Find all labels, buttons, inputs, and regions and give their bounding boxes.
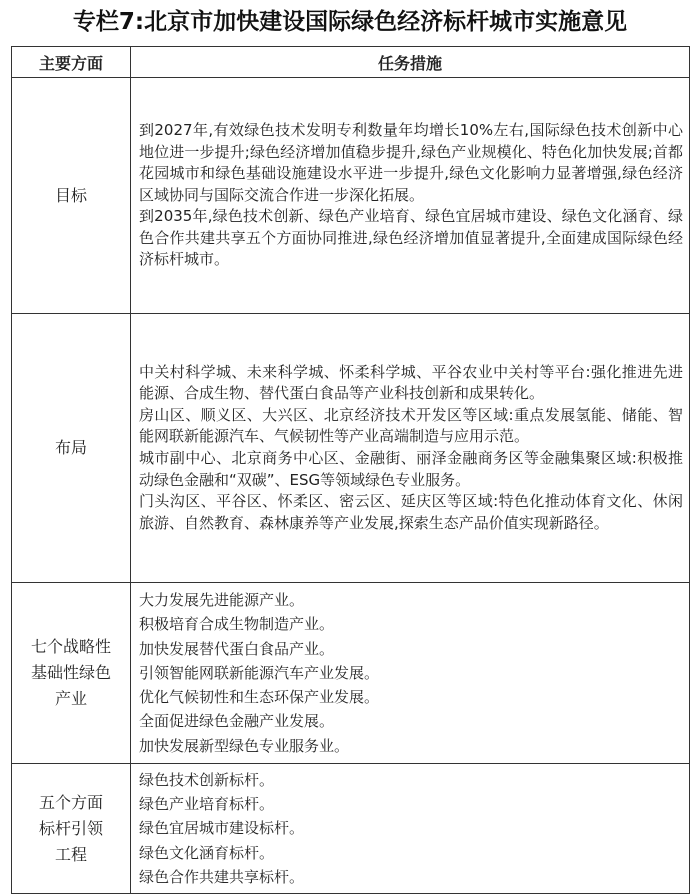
list-item: 绿色文化涵育标杆。 <box>139 843 275 862</box>
measures-cell <box>131 78 690 314</box>
list-item: 加快发展替代蛋白食品产业。 <box>139 639 335 658</box>
header-aspect: 主要方面 <box>12 47 131 78</box>
list-item: 绿色合作共建共享标杆。 <box>139 867 305 886</box>
measures-cell <box>131 314 690 583</box>
table-row-industries <box>12 583 690 764</box>
header-measures: 任务措施 <box>131 47 690 78</box>
measure-paragraph: 到2027年,有效绿色技术发明专利数量年均增长10%左右,国际绿色技术创新中心地位进一步提升;绿色经济增加值稳步提升,绿色产业规模化、特色化加快发展;首都花园城市和绿色基础设施建设水平进一步提升,绿色文化影响力显著增强,绿色经济区域协同与国际交流合作进一步深化拓展。 <box>139 120 683 204</box>
list-item: 大力发展先进能源产业。 <box>139 591 305 610</box>
aspect-cell <box>12 764 131 894</box>
measure-paragraph: 到2035年,绿色技术创新、绿色产业培育、绿色宜居城市建设、绿色文化涵育、绿色合作共建共享五个方面协同推进,绿色经济增加值显著提升,全面建成国际绿色经济标杆城市。 <box>139 207 683 269</box>
table-row-benchmarks <box>12 764 690 894</box>
page-title: 专栏7:北京市加快建设国际绿色经济标杆城市实施意见 <box>72 9 628 35</box>
measure-paragraph: 门头沟区、平谷区、怀柔区、密云区、延庆区等区域:特色化推动体育文化、休闲旅游、自然教育、森林康养等产业发展,探索生态产品价值实现新路径。 <box>139 492 683 532</box>
list-item: 绿色技术创新标杆。 <box>139 771 275 789</box>
aspect-line: 五个方面 <box>38 792 103 812</box>
measures-cell <box>131 764 690 894</box>
aspect-line: 工程 <box>54 844 87 864</box>
aspect-line: 产业 <box>54 689 87 708</box>
aspect-line: 七个战略性 <box>30 637 111 656</box>
aspect-line: 标杆引领 <box>38 818 103 838</box>
list-item: 全面促进绿色金融产业发展。 <box>139 712 335 731</box>
table-header-row <box>12 47 690 78</box>
measures-table <box>11 46 690 894</box>
measure-paragraph: 房山区、顺义区、大兴区、北京经济技术开发区等区域:重点发展氢能、储能、智能网联新能源汽车、气候韧性等产业高端制造与应用示范。 <box>139 405 683 446</box>
list-item: 加快发展新型绿色专业服务业。 <box>139 736 350 755</box>
aspect-line: 基础性绿色 <box>30 663 111 682</box>
list-item: 优化气候韧性和生态环保产业发展。 <box>139 688 380 707</box>
list-item: 绿色产业培育标杆。 <box>139 795 275 814</box>
measure-paragraph: 城市副中心、北京商务中心区、金融街、丽泽金融商务区等金融集聚区域:积极推动绿色金融和“双碳”、ESG等领域绿色专业服务。 <box>139 449 683 489</box>
aspect-cell: 布局 <box>12 314 131 583</box>
table-row-goal <box>12 78 690 314</box>
measures-cell <box>131 583 690 764</box>
aspect-cell: 目标 <box>12 78 131 314</box>
list-item: 积极培育合成生物制造产业。 <box>139 615 335 634</box>
measure-paragraph: 中关村科学城、未来科学城、怀柔科学城、平谷农业中关村等平台:强化推进先进能源、合成生物、替代蛋白食品等产业科技创新和成果转化。 <box>139 362 683 403</box>
list-item: 绿色宜居城市建设标杆。 <box>139 819 305 838</box>
list-item: 引领智能网联新能源汽车产业发展。 <box>139 663 380 682</box>
table-row-layout <box>12 314 690 583</box>
aspect-cell <box>12 583 131 764</box>
